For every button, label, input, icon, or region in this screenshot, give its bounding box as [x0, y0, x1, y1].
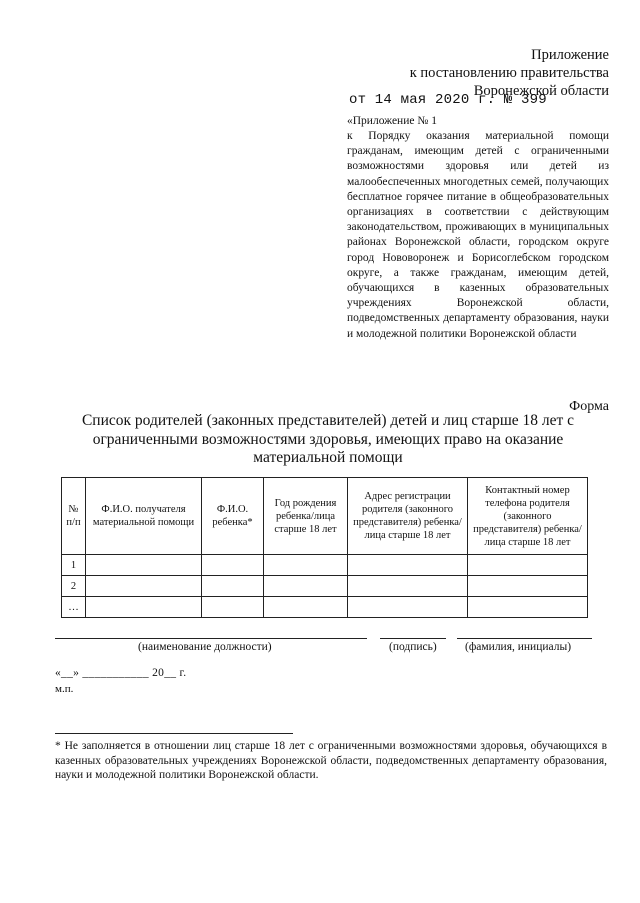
table-cell [86, 555, 202, 576]
date-blank: «__» ___________ 20__ г. [55, 667, 187, 679]
table-cell [202, 555, 264, 576]
header-line-2: к постановлению правительства [409, 65, 609, 81]
table-cell [348, 555, 468, 576]
row-number: 2 [62, 576, 86, 597]
col-number: № п/п [62, 478, 86, 555]
header-line-1: Приложение [531, 47, 609, 63]
stamp-label: м.п. [55, 683, 74, 695]
table-row [62, 555, 588, 576]
table-row [62, 576, 588, 597]
table-header-row [62, 478, 588, 555]
position-caption: (наименование должности) [138, 641, 272, 653]
header-line-3: Воронежской области [473, 83, 609, 99]
table-cell [348, 597, 468, 618]
row-number: … [62, 597, 86, 618]
table-cell [86, 597, 202, 618]
row-number: 1 [62, 555, 86, 576]
table-cell [264, 576, 348, 597]
position-line [55, 638, 367, 639]
name-caption: (фамилия, инициалы) [465, 641, 572, 653]
name-line [457, 638, 592, 639]
annex-description: к Порядку оказания материальной помощи гражданам, имеющим детей с ограниченными возможностями здоровья или детей из малообеспеченных многодетных семей, получающих бесплатное горячее питание в общеобразовательных организациях в соответствии с действующим законодательством, проживающих в муниципальных районах Воронежской области, городском округе город Нововоронеж и Борисоглебском городском округе, а также гражданам, имеющим детей, обучающихся в казенных образовательных учреждениях Воронежской области, подведомственных департаменту образования, науки и молодежной политики Воронежской области [347, 130, 609, 340]
col-child-name: Ф.И.О. ребенка* [202, 478, 264, 555]
table-cell [468, 597, 588, 618]
table-cell [264, 597, 348, 618]
footnote: * Не заполняется в отношении лиц старше 18 лет с ограниченными возможностями здоровья, обучающихся в казенных образовательных учреждениях Воронежской области, подведомственных департаменту образования, науки и молодежной политики Воронежской области. [55, 740, 607, 781]
decree-date: от 14 мая 2020 г. № 399 [349, 92, 547, 108]
table-cell [348, 576, 468, 597]
table-row [62, 597, 588, 618]
table-cell [264, 555, 348, 576]
col-recipient-name: Ф.И.О. получателя материальной помощи [86, 478, 202, 555]
table-cell [468, 555, 588, 576]
signature-caption: (подпись) [389, 641, 437, 653]
col-address: Адрес регистрации родителя (законного представителя) ребенка/лица старше 18 лет [348, 478, 468, 555]
document-title: Список родителей (законных представителей) детей и лиц старше 18 лет с ограниченными возможностями здоровья, имеющих право на оказание материальной помощи [81, 412, 575, 466]
table-cell [86, 576, 202, 597]
footnote-separator [55, 733, 293, 734]
table-cell [468, 576, 588, 597]
table-cell [202, 576, 264, 597]
form-label: Форма [569, 399, 609, 414]
recipients-table [61, 477, 588, 618]
col-birth-year: Год рождения ребенка/лица старше 18 лет [264, 478, 348, 555]
signature-line [380, 638, 446, 639]
col-phone: Контактный номер телефона родителя (законного представителя) ребенка/лица старше 18 лет [468, 478, 588, 555]
table-cell [202, 597, 264, 618]
annex-label: «Приложение № 1 [347, 115, 437, 127]
